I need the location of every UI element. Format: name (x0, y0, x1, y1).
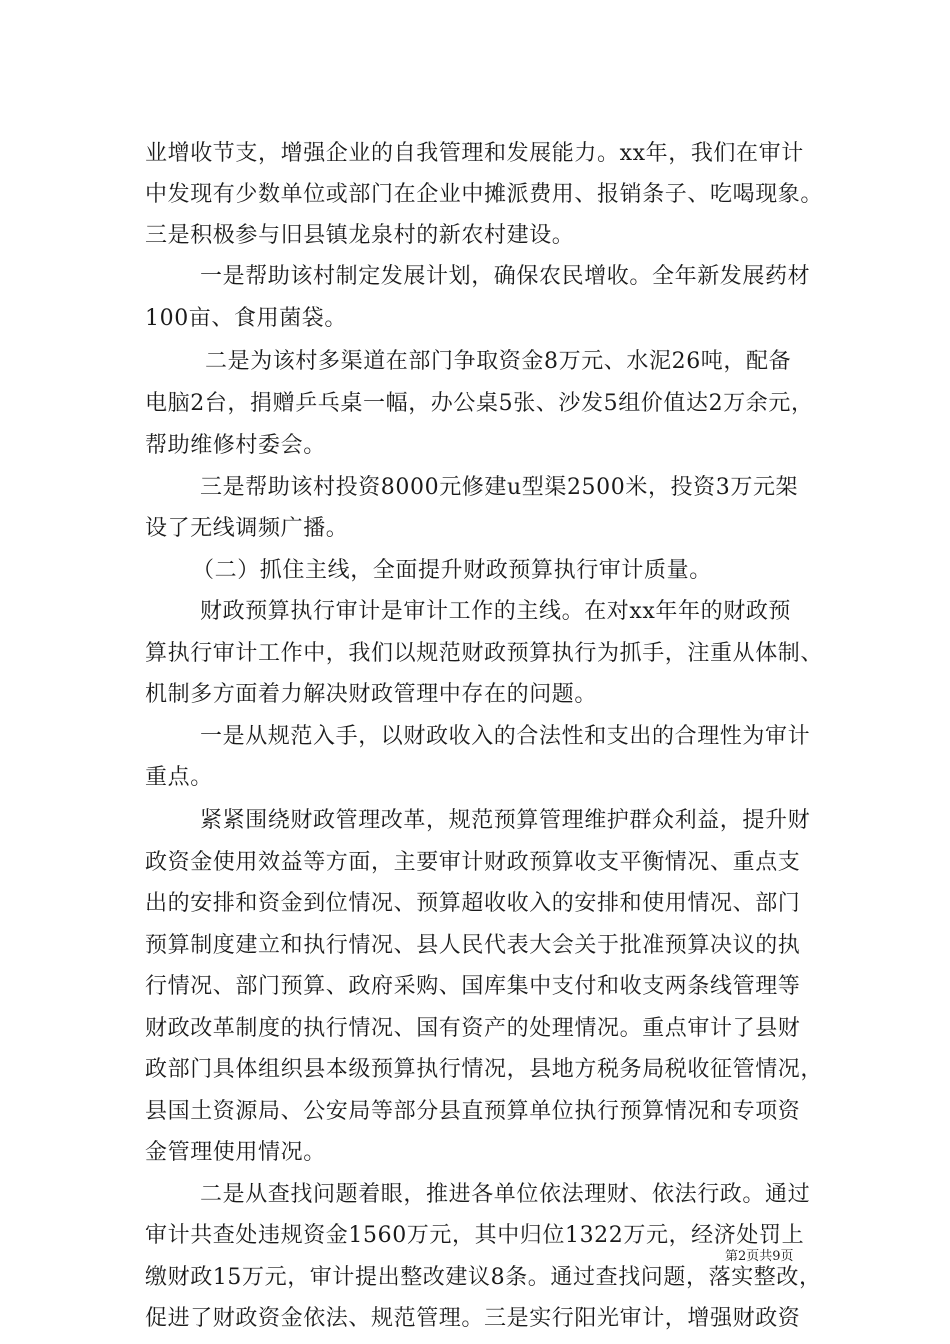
paragraph-line: 设了无线调频广播。 (145, 516, 349, 541)
paragraph-line: 业增收节支，增强企业的自我管理和发展能力。xx年，我们在审计 (145, 141, 804, 166)
paragraph-line: 政资金使用效益等方面，主要审计财政预算收支平衡情况、重点支 (145, 850, 801, 875)
paragraph-line: 出的安排和资金到位情况、预算超收收入的安排和使用情况、部门 (145, 891, 801, 916)
paragraph-line: 三是积极参与旧县镇龙泉村的新农村建设。 (145, 223, 575, 248)
paragraph-line: 电脑2台，捐赠乒乓桌一幅，办公桌5张、沙发5组价值达2万余元， (145, 391, 814, 416)
paragraph-line: 二是从查找问题着眼，推进各单位依法理财、依法行政。通过 (200, 1182, 811, 1207)
section-heading: （二）抓住主线，全面提升财政预算执行审计质量。 (192, 558, 712, 583)
page-number-footer: 第2页共9页 (725, 1249, 794, 1264)
paragraph-line: 紧紧围绕财政管理改革，规范预算管理维护群众利益，提升财 (200, 808, 811, 833)
paragraph-line: 县国土资源局、公安局等部分县直预算单位执行预算情况和专项资 (145, 1099, 801, 1124)
paragraph-line: 三是帮助该村投资8000元修建u型渠2500米，投资3万元架 (200, 475, 799, 500)
paragraph-line: 100亩、食用菌袋。 (145, 306, 347, 331)
paragraph-line: 金管理使用情况。 (145, 1140, 326, 1165)
paragraph-line: 政部门具体组织县本级预算执行情况，县地方税务局税收征管情况， (145, 1057, 824, 1082)
paragraph-line: 一是从规范入手，以财政收入的合法性和支出的合理性为审计 (200, 724, 811, 749)
paragraph-line: 一是帮助该村制定发展计划，确保农民增收。全年新发展药材 (200, 264, 811, 289)
paragraph-line: 机制多方面着力解决财政管理中存在的问题。 (145, 682, 598, 707)
paragraph-line: 财政改革制度的执行情况、国有资产的处理情况。重点审计了县财 (145, 1016, 801, 1041)
paragraph-line: 预算制度建立和执行情况、县人民代表大会关于批准预算决议的执 (145, 933, 801, 958)
paragraph-line: 缴财政15万元，审计提出整改建议8条。通过查找问题，落实整改， (145, 1265, 822, 1290)
paragraph-line: 重点。 (145, 765, 213, 790)
paragraph-line: 二是为该村多渠道在部门争取资金8万元、水泥26吨，配备 (205, 349, 792, 374)
paragraph-line: 行情况、部门预算、政府采购、国库集中支付和收支两条线管理等 (145, 974, 801, 999)
paragraph-line: 审计共查处违规资金1560万元，其中归位1322万元，经济处罚上 (145, 1223, 805, 1248)
paragraph-line: 算执行审计工作中，我们以规范财政预算执行为抓手，注重从体制、 (145, 641, 824, 666)
paragraph-line: 中发现有少数单位或部门在企业中摊派费用、报销条子、吃喝现象。 (145, 182, 824, 207)
paragraph-line: 财政预算执行审计是审计工作的主线。在对xx年年的财政预 (200, 599, 792, 624)
paragraph-line: 促进了财政资金依法、规范管理。三是实行阳光审计，增强财政资 (145, 1306, 801, 1331)
paragraph-line: 帮助维修村委会。 (145, 433, 326, 458)
